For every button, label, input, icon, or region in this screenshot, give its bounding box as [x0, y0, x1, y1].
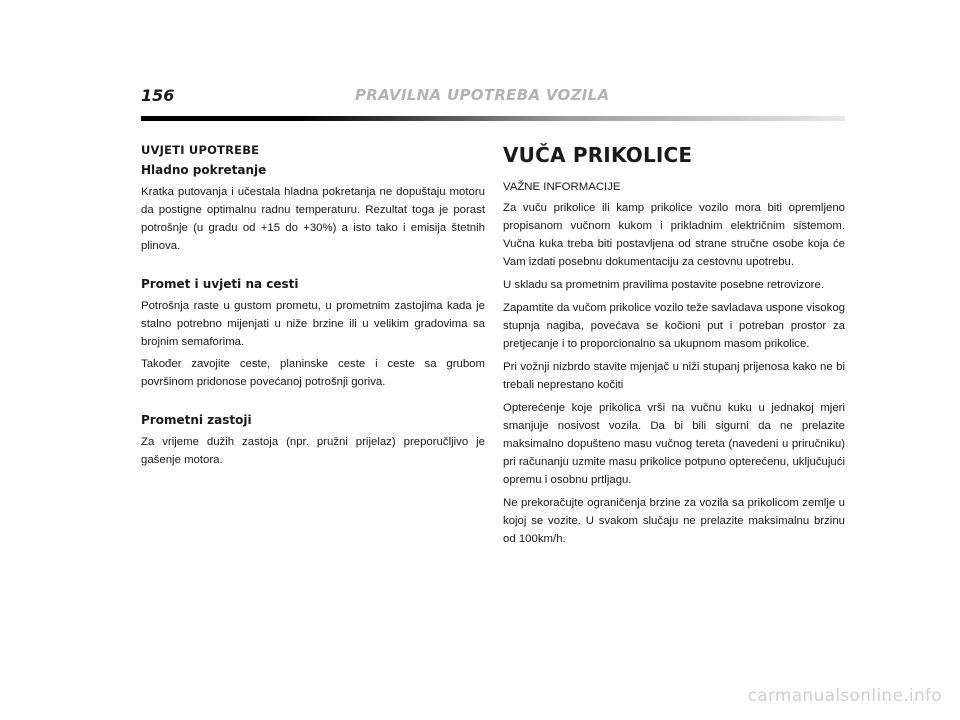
running-title: PRAVILNA UPOTREBA VOZILA: [355, 86, 610, 104]
heading-cold-start: Hladno pokretanje: [141, 163, 267, 177]
left-column: [141, 143, 485, 469]
paragraph-towing-4: Pri vožnji nizbrdo stavite mjenjač u niži stupanj prijenosa kako ne bi trebali neprestano kočiti: [503, 361, 845, 391]
paragraph-towing-1: Za vuču prikolice ili kamp prikolice vozilo mora biti opremljeno propisanom vučnom kukom i prikladnim električnim sistemom. Vučna kuka treba biti postavljena od strane stručne osobe koja će Vam izdati posebnu dokumentaciju za cestovnu upotrebu.: [503, 202, 845, 268]
heading-traffic-jams: Prometni zastoji: [141, 413, 252, 427]
right-column: [503, 143, 845, 553]
paragraph-traffic-2: Također zavojite ceste, planinske ceste i ceste sa grubom površinom pridonose povećanoj potrošnji goriva.: [141, 358, 485, 388]
intro-label: VAŽNE INFORMACIJE: [503, 181, 621, 193]
paragraph-towing-2: U skladu sa prometnim pravilima postavite posebne retrovizore.: [503, 279, 824, 291]
heading-traffic: Promet i uvjeti na cesti: [141, 277, 299, 291]
paragraph-traffic-1: Potrošnja raste u gustom prometu, u prometnim zastojima kada je stalno potrebno mijenjati u niže brzine ili u velikim gradovima sa brojnim semaforima.: [141, 300, 485, 348]
paragraph-traffic-jams: Za vrijeme dužih zastoja (npr. pružni prijelaz) preporučljivo je gašenje motora.: [141, 436, 485, 466]
watermark: carmanualsonline.info: [747, 686, 942, 706]
paragraph-cold-start: Kratka putovanja i učestala hladna pokretanja ne dopuštaju motoru da postigne optimalnu radnu temperaturu. Rezultat toga je porast potrošnje (u gradu od +15 do +30%) a isto tako i emisija štetnih plinova.: [141, 186, 485, 252]
paragraph-towing-5: Opterećenje koje prikolica vrši na vučnu kuku u jednakoj mjeri smanjuje nosivost vozila. Da bi bili sigurni da ne prelazite maksimalno dopušteno masu vučnog tereta (navedeni u priručniku) pri računanju uzmite masu prikolice potpuno opterećenu, uključujući opremu i osobnu prtljagu.: [503, 402, 845, 486]
main-heading: VUČA PRIKOLICE: [503, 143, 693, 167]
paragraph-towing-3: Zapamtite da vučom prikolice vozilo teže savladava uspone visokog stupnja nagiba, povećava se kočioni put i potreban prostor za pretjecanje i to proporcionalno sa ukupnom masom prikolice.: [503, 302, 845, 350]
header-rule: [141, 116, 845, 121]
section-label: UVJETI UPOTREBE: [141, 143, 260, 157]
paragraph-towing-6: Ne prekoračujte ograničenja brzine za vozila sa prikolicom zemlje u kojoj se vozite. U svakom slučaju ne prelazite maksimalnu brzinu od 100km/h.: [503, 497, 845, 545]
page-number: 156: [141, 86, 175, 105]
